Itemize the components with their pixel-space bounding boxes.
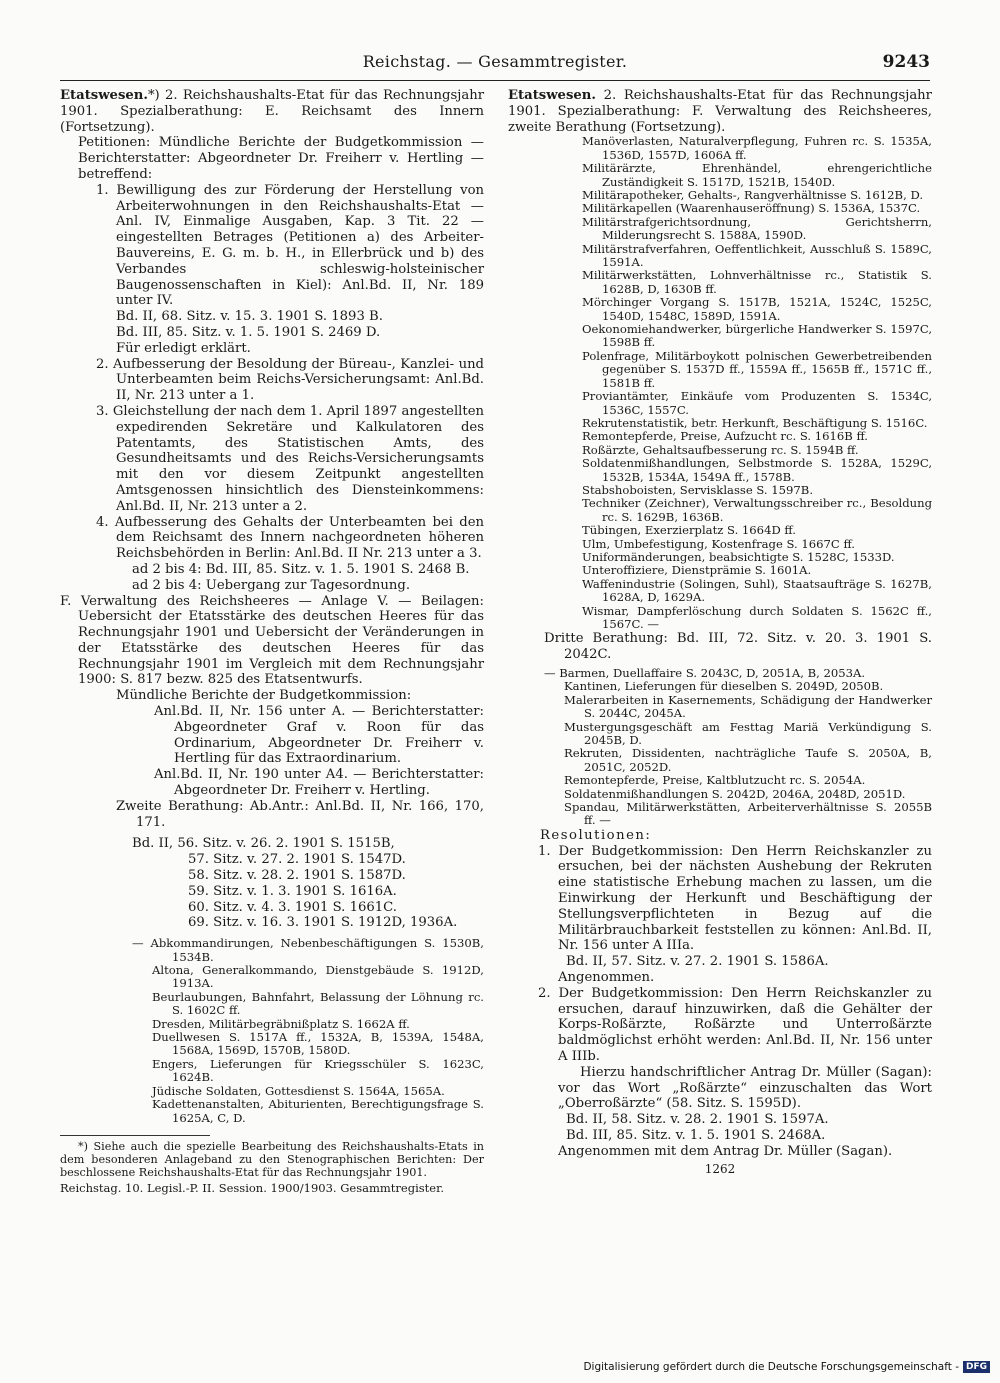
keyword-entry: Remontepferde, Preise, Kaltblutzucht rc. S. 2054A. (564, 773, 866, 788)
keyword-entry: Malerarbeiten in Kasernements, Schädigung der Handwerker S. 2044C, 2045A. (564, 692, 932, 721)
resolution-1: 1. Der Budgetkommission: Den Herrn Reichskanzler zu ersuchen, bei der nächsten Aushebung der Rekruten eine statistische Erhebung machen zu lassen, um die Einwirkung der Herkunft und Beschäftigung der Stellungsverpflichteten in Bezug auf die Militärbrauchbarkeit feststellen zu können: Anl.Bd. II, Nr. 156 unter A IIIa. (538, 843, 932, 954)
keyword-entry: Manöverlasten, Naturalverpflegung, Fuhren rc. S. 1535A, 1536D, 1557D, 1606A ff. (582, 134, 932, 162)
session-citation: 59. Sitz. v. 1. 3. 1901 S. 1616A. (188, 883, 397, 899)
petition-3: 3. Gleichstellung der nach dem 1. April 1897 angestellten expedirenden Sekretäre und Kalkulatoren des Patentamts, des Statistischen Amts, des Gesundheitsamts und des Reichs-Versicherungsamts mit den vor diesem Zeitpunkt angestellten Amtsgenossen hinsichtlich des Diensteinkommens: Anl.Bd. II, Nr. 213 unter a 2. (96, 403, 484, 514)
keyword-entry: Dresden, Militärbegräbnißplatz S. 1662A ff. (152, 1016, 410, 1031)
keyword-entry: Soldatenmißhandlungen S. 2042D, 2046A, 2048D, 2051D. (564, 786, 906, 801)
keyword-entry: Polenfrage, Militärboykott polnischen Gewerbetreibenden gegenüber S. 1537D ff., 1559A ff., 1565B ff., 1571C ff., 1581B ff. (582, 348, 932, 390)
keyword-entry: Soldatenmißhandlungen, Selbstmorde S. 1528A, 1529C, 1532B, 1534A, 1549A ff., 1578B. (582, 456, 932, 484)
resolutions-heading: Resolutionen: (540, 827, 652, 843)
right-column (508, 88, 932, 1328)
keyword-entry: Stabshoboisten, Servisklasse S. 1597B. (582, 482, 814, 497)
dfg-logo: DFG (963, 1361, 990, 1373)
resolution-2: 2. Der Budgetkommission: Den Herrn Reichskanzler zu ersuchen, darauf hinzuwirken, daß die Gehälter der Korps-Roßärzte, Roßärzte und Unterroßärzte baldmöglichst erhöht werden: Anl.Bd. II, Nr. 156 unter A IIIb. (538, 985, 932, 1065)
entry-keyword: Etatswesen. (60, 88, 148, 103)
page-header (60, 52, 930, 78)
citation: Bd. III, 85. Sitz. v. 1. 5. 1901 S. 2468A. (566, 1128, 826, 1144)
keyword-entry: Militärärzte, Ehrenhändel, ehrengerichtliche Zuständigkeit S. 1517D, 1521B, 1540D. (582, 161, 932, 189)
committee-reports: Mündliche Berichte der Budgetkommission: (116, 688, 412, 704)
keyword-entry: Waffenindustrie (Solingen, Suhl), Staatsaufträge S. 1627B, 1628A, D, 1629A. (582, 576, 932, 605)
header-rule (60, 80, 930, 81)
entry-heading (60, 88, 484, 135)
keyword-entry: — Barmen, Duellaffaire S. 2043C, D, 2051A, B, 2053A. (544, 666, 866, 681)
session-citation: Bd. II, 56. Sitz. v. 26. 2. 1901 S. 1515B, (132, 836, 395, 852)
dfg-credit (583, 1361, 990, 1373)
keyword-entry: Beurlaubungen, Bahnfahrt, Belassung der Löhnung rc. S. 1602C ff. (152, 989, 484, 1018)
session-citation: 57. Sitz. v. 27. 2. 1901 S. 1547D. (188, 852, 406, 868)
page-number: 9243 (882, 52, 930, 72)
decision: ad 2 bis 4: Uebergang zur Tagesordnung. (132, 577, 411, 593)
citation: Bd. III, 85. Sitz. v. 1. 5. 1901 S. 2469 D. (116, 324, 381, 340)
petition-1: 1. Bewilligung des zur Förderung der Herstellung von Arbeiterwohnungen in den Reichshaushalts-Etat — Anl. IV, Einmalige Ausgaben, Kap. 3 Tit. 22 — eingestellten Betrages (Petitionen a) des Arbeiter-Bauvereins, E. G. m. b. H., in Ellerbrück und b) des Verbandes schleswig-holsteinischer Baugenossenschaften in Kiel): Anl.Bd. II, Nr. 189 unter IV. (96, 182, 484, 309)
keyword-entry: Rekruten, Dissidenten, nachträgliche Taufe S. 2050A, B, 2051C, 2052D. (564, 746, 932, 774)
keyword-entry: Militärkapellen (Waarenhauseröffnung) S. 1536A, 1537C. (582, 201, 921, 216)
keyword-entry: Roßärzte, Gehaltsaufbesserung rc. S. 1594B ff. (582, 442, 859, 457)
keyword-entry: Mörchinger Vorgang S. 1517B, 1521A, 1524C, 1525C, 1540D, 1548C, 1589D, 1591A. (582, 295, 932, 323)
keyword-entry: Militärstrafverfahren, Oeffentlichkeit, Ausschluß S. 1589C, 1591A. (582, 241, 932, 270)
keyword-entry: Kadettenanstalten, Abiturienten, Berechtigungsfrage S. 1625A, C, D. (152, 1097, 484, 1125)
keyword-entry: Militärapotheker, Gehalts-, Rangverhältnisse S. 1612B, D. (582, 188, 924, 203)
keyword-entry: Altona, Generalkommando, Dienstgebäude S. 1912D, 1913A. (152, 963, 484, 991)
keyword-entry: Kantinen, Lieferungen für dieselben S. 2049D, 2050B. (564, 679, 884, 694)
keyword-entry: Proviantämter, Einkäufe vom Produzenten S. 1534C, 1536C, 1557C. (582, 389, 932, 417)
decision: Angenommen mit dem Antrag Dr. Müller (Sagan). (558, 1143, 893, 1159)
keyword-entry: Wismar, Dampferlöschung durch Soldaten S. 1562C ff., 1567C. — (582, 603, 932, 632)
keyword-entry: Oekonomiehandwerker, bürgerliche Handwerker S. 1597C, 1598B ff. (582, 322, 932, 350)
keyword-entry: Engers, Lieferungen für Kriegsschüler S. 1623C, 1624B. (152, 1056, 484, 1085)
keyword-entry: Uniformänderungen, beabsichtigte S. 1528C, 1533D. (582, 549, 895, 564)
credit-text: Digitalisierung gefördert durch die Deutsche Forschungsgemeinschaft - (583, 1361, 959, 1373)
entry-heading (508, 88, 932, 135)
footnote-rule (60, 1135, 210, 1136)
footnote: *) Siehe auch die spezielle Bearbeitung des Reichshaushalts-Etats in dem besonderen Anlageband zu den Stenographischen Berichten: Der beschlossene Reichshaushalts-Etat für das Rechnungsjahr 1901. (60, 1139, 484, 1179)
keyword-entry: Tübingen, Exerzierplatz S. 1664D ff. (582, 523, 796, 538)
decision: Für erledigt erklärt. (116, 340, 251, 356)
keyword-entry: Remontepferde, Preise, Aufzucht rc. S. 1616B ff. (582, 429, 868, 444)
column-page-number: 1262 (704, 1161, 736, 1176)
session-citation: 58. Sitz. v. 28. 2. 1901 S. 1587D. (188, 868, 406, 884)
running-title: Reichstag. — Gesammtregister. (362, 52, 628, 71)
keyword-entry: Unteroffiziere, Dienstprämie S. 1601A. (582, 563, 812, 578)
citation: Bd. II, 58. Sitz. v. 28. 2. 1901 S. 1597A. (566, 1112, 829, 1128)
petition-2: 2. Aufbesserung der Besoldung der Büreau-, Kanzlei- und Unterbeamten beim Reichs-Versicherungsamt: Anl.Bd. II, Nr. 213 unter a 1. (96, 356, 484, 404)
keyword-entry: Militärwerkstätten, Lohnverhältnisse rc., Statistik S. 1628B, D, 1630B ff. (582, 268, 932, 296)
keyword-entry: Militärstrafgerichtsordnung, Gerichtsherrn, Milderungsrecht S. 1588A, 1590D. (582, 214, 932, 243)
keyword-entry: Jüdische Soldaten, Gottesdienst S. 1564A, 1565A. (152, 1083, 445, 1098)
keyword-entry: Rekrutenstatistik, betr. Herkunft, Beschäftigung S. 1516C. (582, 415, 928, 430)
keyword-entry: Techniker (Zeichner), Verwaltungsschreiber rc., Besoldung rc. S. 1629B, 1636B. (582, 496, 932, 524)
citation: Bd. II, 68. Sitz. v. 15. 3. 1901 S. 1893 B. (116, 309, 383, 325)
entry-keyword: Etatswesen. (508, 88, 596, 103)
entry-heading-text: 2. Reichshaushalts-Etat für das Rechnungsjahr 1901. Spezialberathung: F. Verwaltung des Reichsheeres, zweite Berathung (Fortsetzung). (508, 88, 932, 135)
source-line: Reichstag. 10. Legisl.-P. II. Session. 1900/1903. Gesammtregister. (60, 1180, 444, 1195)
citation: ad 2 bis 4: Bd. III, 85. Sitz. v. 1. 5. 1901 S. 2468 B. (132, 561, 470, 577)
keyword-entry: Ulm, Umbefestigung, Kostenfrage S. 1667C ff. (582, 536, 855, 551)
citation: Bd. II, 57. Sitz. v. 27. 2. 1901 S. 1586A. (566, 954, 829, 970)
report-1: Anl.Bd. II, Nr. 156 unter A. — Berichterstatter: Abgeordneter Graf v. Roon für das Ordinarium, Abgeordneter Dr. Freiherr v. Hertling für das Extraordinarium. (154, 704, 484, 767)
session-citation: 60. Sitz. v. 4. 3. 1901 S. 1661C. (188, 899, 397, 915)
petitions-intro: Petitionen: Mündliche Berichte der Budgetkommission — Berichterstatter: Abgeordneter Dr. Freiherr v. Hertling — betreffend: (78, 135, 484, 182)
keyword-entry: — Abkommandirungen, Nebenbeschäftigungen S. 1530B, 1534B. (132, 936, 484, 964)
section-f: F. Verwaltung des Reichsheeres — Anlage V. — Beilagen: Uebersicht der Etatsstärke des deutschen Heeres für das Rechnungsjahr 1901 und Uebersicht der Veränderungen in der Etatsstärke des deutschen Heeres für das Rechnungsjahr 1901 im Vergleich mit dem Rechnungsjahr 1900: S. 817 bezw. 825 des Etatsentwurfs. (60, 593, 484, 688)
petition-4: 4. Aufbesserung des Gehalts der Unterbeamten bei den dem Reichsamt des Innern nachgeordneten höheren Reichsbehörden in Berlin: Anl.Bd. II Nr. 213 unter a 3. (96, 514, 484, 562)
session-citation: 69. Sitz. v. 16. 3. 1901 S. 1912D, 1936A. (188, 915, 458, 931)
left-column (60, 88, 484, 1293)
keyword-entry: Mustergungsgeschäft am Festtag Mariä Verkündigung S. 2045B, D. (564, 719, 932, 748)
keyword-entry: Duellwesen S. 1517A ff., 1532A, B, 1539A, 1548A, 1568A, 1569D, 1570B, 1580D. (152, 1030, 484, 1058)
third-reading: Dritte Berathung: Bd. III, 72. Sitz. v. 20. 3. 1901 S. 2042C. (544, 631, 932, 663)
second-reading: Zweite Berathung: Ab.Antr.: Anl.Bd. II, Nr. 166, 170, 171. (116, 798, 484, 830)
keyword-entry: Spandau, Militärwerkstätten, Arbeiterverhältnisse S. 2055B ff. — (564, 800, 932, 828)
amendment: Hierzu handschriftlicher Antrag Dr. Müller (Sagan): vor das Wort „Roßärzte“ einzuschalten das Wort „Oberroßärzte“ (58. Sitz. S. 1595D). (558, 1064, 932, 1112)
decision: Angenommen. (558, 970, 655, 986)
entry-heading-text: *) 2. Reichshaushalts-Etat für das Rechnungsjahr 1901. Spezialberathung: E. Reichsamt des Innern (Fortsetzung). (60, 88, 484, 135)
report-2: Anl.Bd. II, Nr. 190 unter A4. — Berichterstatter: Abgeordneter Dr. Freiherr v. Hertling. (154, 767, 484, 799)
